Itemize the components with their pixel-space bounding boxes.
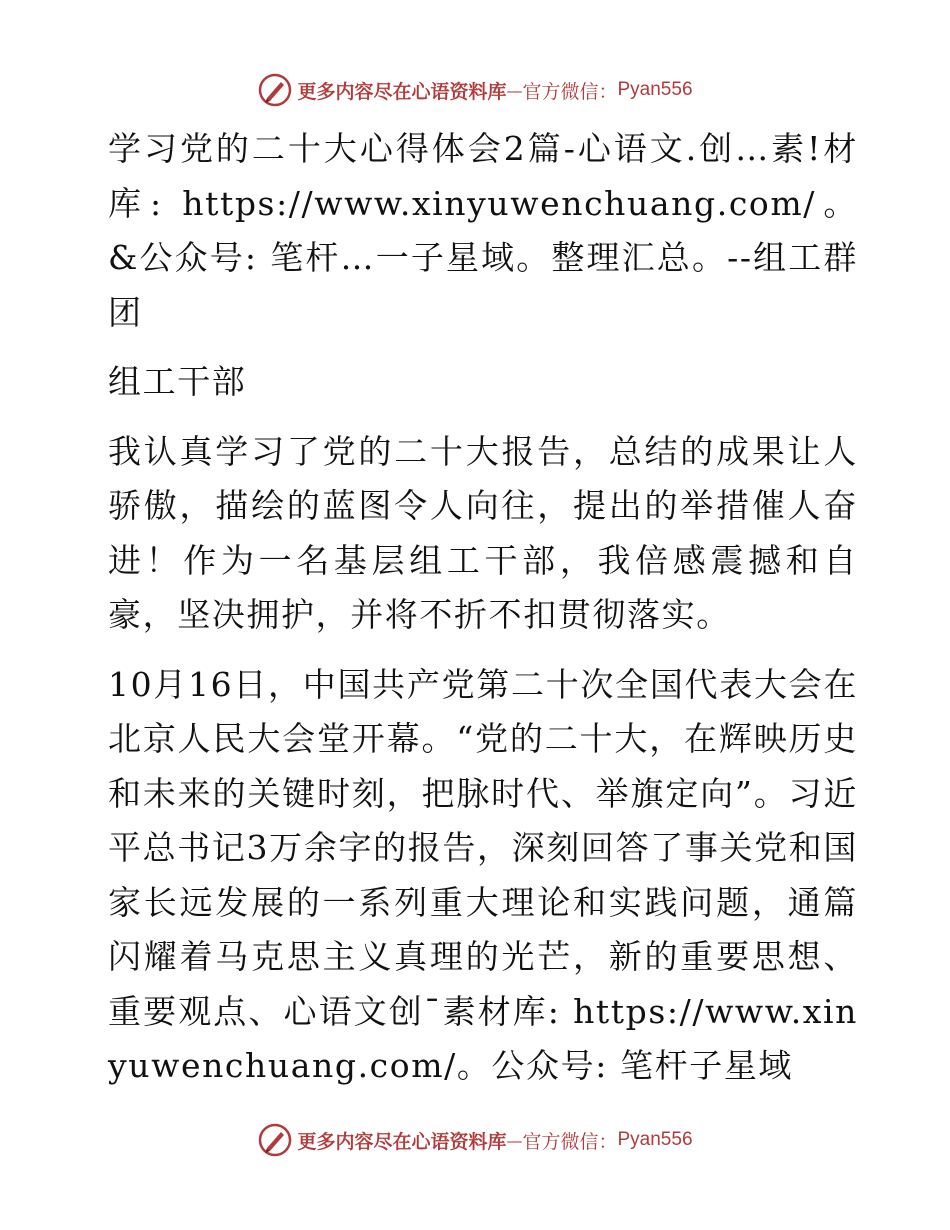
- pen-logo-icon: [257, 1122, 293, 1158]
- pen-logo-icon: [257, 72, 293, 108]
- banner-separator: —: [506, 80, 523, 100]
- banner-wechat-id: Pyan556: [617, 79, 693, 100]
- banner-wechat-label: 官方微信：: [522, 1130, 618, 1153]
- body-paragraph: 10月16日，中国共产党第二十次全国代表大会在北京人民大会堂开幕。“党的二十大，在辉映历史和未来的关键时刻，把脉时代、举旗定向”。习近平总书记3万余字的报告，深刻回答了事关党和国家长远发展的一系列重大理论和实践问题，通篇闪耀着马克思主义真理的光芒，新的重要思想、重要观点、心语文创¯素材库: https://www.xinyuwenchuang.com/。公众号: 笔杆子星域: [108, 664, 858, 1085]
- banner-separator: —: [506, 1130, 523, 1150]
- body-paragraph: 我认真学习了党的二十大报告，总结的成果让人骄傲，描绘的蓝图令人向往，提出的举措催人奋进！作为一名基层组工干部，我倍感震撼和自豪，坚决拥护，并将不折不扣贯彻落实。: [108, 431, 858, 634]
- section-heading: 组工干部: [108, 362, 247, 401]
- banner-wechat-label: 官方微信：: [522, 80, 618, 103]
- header-watermark-banner: [0, 70, 950, 110]
- banner-title: 更多内容尽在心语资料库: [297, 1130, 507, 1153]
- document-title-paragraph: 学习党的二十大心得体会2篇-心语文.创…素!材库: https://www.xinyuwenchuang.com/。&公众号: 笔杆…一子星域。整理汇总。--组工群团: [108, 129, 858, 332]
- footer-watermark-banner: [0, 1120, 950, 1160]
- document-body: [98, 122, 858, 1109]
- banner-wechat-id: Pyan556: [617, 1129, 693, 1150]
- banner-title: 更多内容尽在心语资料库: [297, 80, 507, 103]
